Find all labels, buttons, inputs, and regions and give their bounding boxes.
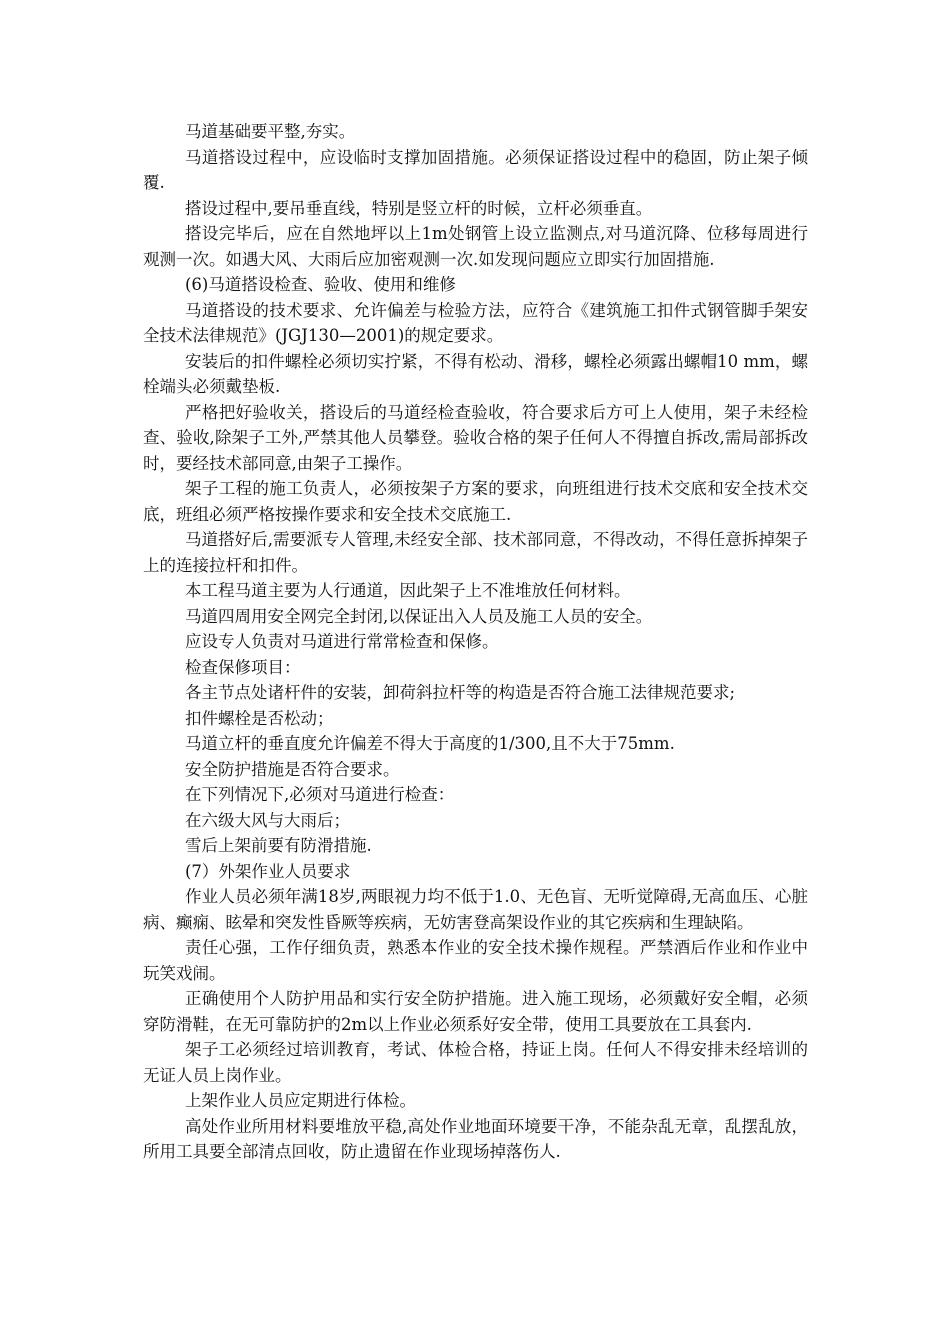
paragraph: 马道搭设过程中，应设临时支撑加固措施。必须保证搭设过程中的稳固，防止架子倾覆. [143,147,808,192]
paragraph: 马道搭好后,需要派专人管理,未经安全部、技术部同意，不得改动，不得任意拆掉架子上的连接拉杆和扣件。 [143,530,808,575]
paragraph: 马道基础要平整,夯实。 [185,122,356,141]
paragraph: 马道搭设的技术要求、允许偏差与检验方法，应符合《建筑施工扣件式钢管脚手架安全技术法律规范》(JGJ130—2001)的规定要求。 [143,300,808,345]
paragraph: 搭设完毕后，应在自然地坪以上1m处钢管上设立监测点,对马道沉降、位移每周进行观测一次。如遇大风、大雨后应加密观测一次.如发现问题应立即实行加固措施. [143,224,808,269]
paragraph: 搭设过程中,要吊垂直线，特别是竖立杆的时候，立杆必须垂直。 [185,198,653,218]
document-body [143,119,808,1165]
paragraph: 正确使用个人防护用品和实行安全防护措施。进入施工现场，必须戴好安全帽，必须穿防滑鞋，在无可靠防护的2m以上作业必须系好安全带，使用工具要放在工具套内. [143,989,808,1034]
paragraph: 架子工必须经过培训教育，考试、体检合格，持证上岗。任何人不得安排未经培训的无证人员上岗作业。 [143,1040,808,1085]
paragraph: 架子工程的施工负责人，必须按架子方案的要求，向班组进行技术交底和安全技术交底，班组必须严格按操作要求和安全技术交底施工. [143,479,808,524]
paragraph: 扣件螺栓是否松动； [185,708,334,728]
section-heading: (7）外架作业人员要求 [185,861,351,881]
paragraph: 在下列情况下,必须对马道进行检查： [185,785,455,804]
paragraph: 安装后的扣件螺栓必须切实拧紧，不得有松动、滑移，螺栓必须露出螺帽10 mm，螺栓端头必须戴垫板. [143,351,808,396]
paragraph: 检查保修项目： [185,657,301,677]
paragraph: 上架作业人员应定期进行体检。 [185,1091,416,1110]
paragraph: 严格把好验收关，搭设后的马道经检查验收，符合要求后方可上人使用，架子未经检查、验收,除架子工外,严禁其他人员攀登。验收合格的架子任何人不得擅自拆改,需局部拆改时，要经技术部同意,由架子工操作。 [143,402,808,473]
paragraph: 责任心强，工作仔细负责，熟悉本作业的安全技术操作规程。严禁酒后作业和作业中玩笑戏闹。 [143,938,808,983]
paragraph: 雪后上架前要有防滑措施. [185,836,372,855]
paragraph: 马道四周用安全网完全封闭,以保证出入人员及施工人员的安全。 [185,606,653,626]
paragraph: 安全防护措施是否符合要求。 [185,759,400,779]
paragraph: 各主节点处诸杆件的安装，卸荷斜拉杆等的构造是否符合施工法律规范要求; [185,683,736,702]
section-heading: (6)马道搭设检查、验收、使用和维修 [185,275,456,294]
paragraph: 高处作业所用材料要堆放平稳,高处作业地面环境要干净，不能杂乱无章，乱摆乱放，所用工具要全部清点回收，防止遗留在作业现场掉落伤人. [143,1116,808,1161]
paragraph: 本工程马道主要为人行通道，因此架子上不准堆放任何材料。 [185,581,631,600]
paragraph: 应设专人负责对马道进行常常检查和保修。 [185,632,499,651]
paragraph: 马道立杆的垂直度允许偏差不得大于高度的1/300,且不大于75mm. [185,734,675,753]
paragraph: 作业人员必须年满18岁,两眼视力均不低于1.0、无色盲、无听觉障碍,无高血压、心脏病、癫痫、眩晕和突发性昏厥等疾病，无妨害登高架设作业的其它疾病和生理缺陷。 [143,887,808,932]
paragraph: 在六级大风与大雨后； [185,810,350,830]
